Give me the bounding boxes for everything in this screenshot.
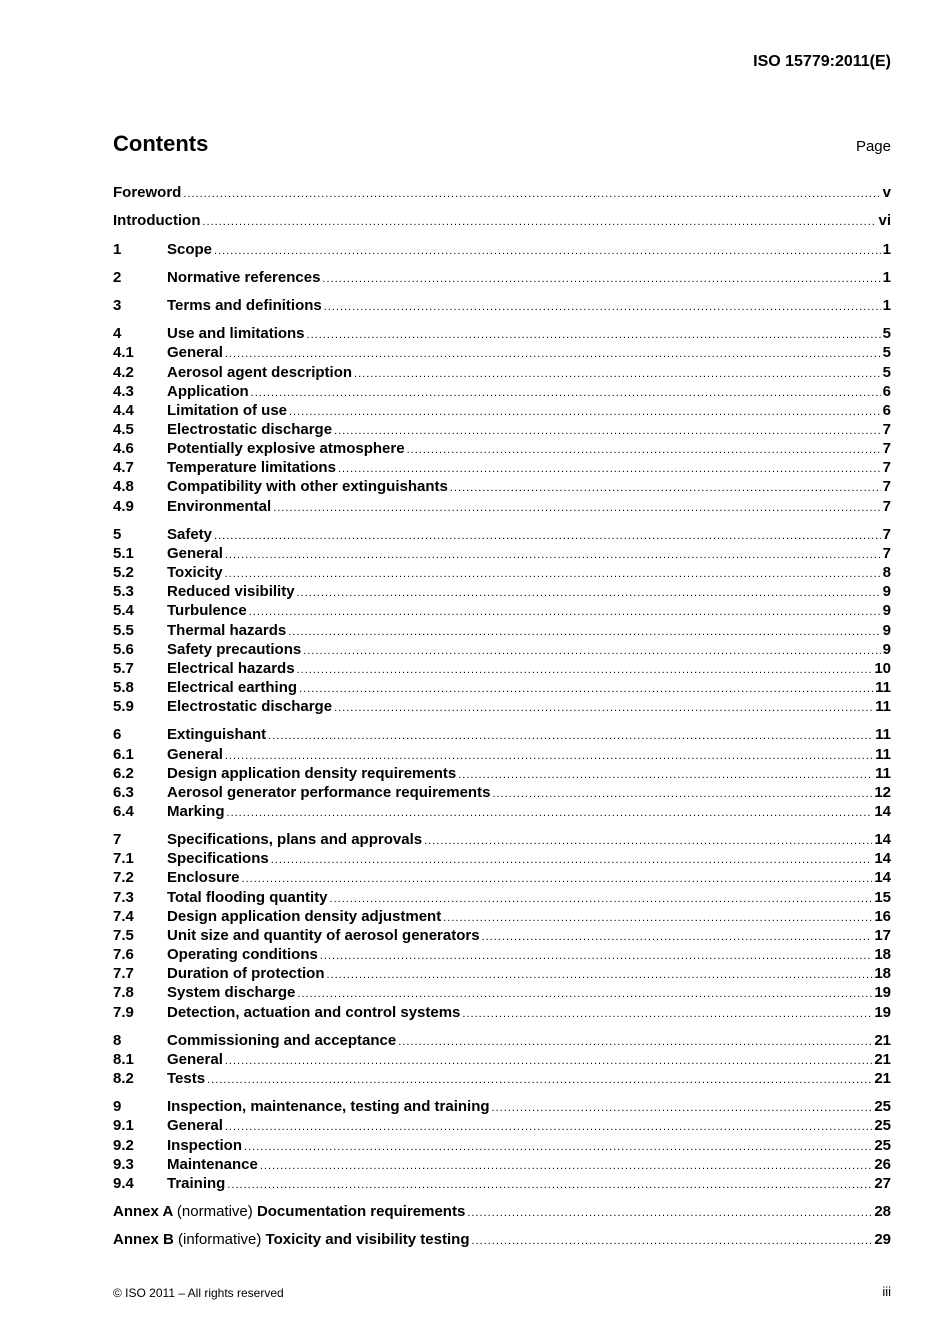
- toc-entry-title: Environmental: [167, 498, 272, 515]
- toc-entry-title: Extinguishant: [167, 726, 267, 743]
- toc-entry-page: 5: [882, 364, 891, 381]
- toc-entry-title: Electrical hazards: [167, 660, 295, 677]
- toc-entry-page: 8: [882, 564, 891, 581]
- toc-leader-dots: [288, 626, 880, 638]
- toc-entry-title: Duration of protection: [167, 965, 325, 982]
- toc-entry-page: 6: [882, 402, 891, 419]
- toc-entry-number: 4.2: [113, 364, 134, 381]
- toc-entry-title: Operating conditions: [167, 946, 318, 963]
- toc-entry-page: 14: [874, 831, 891, 848]
- toc-entry-foreword[interactable]: [113, 184, 891, 203]
- toc-entry-title: Detection, actuation and control systems: [167, 1004, 461, 1021]
- toc-entry-number: 6: [113, 726, 122, 743]
- toc-entry-title: Normative references: [167, 269, 321, 286]
- toc-entry-7-5[interactable]: [113, 927, 891, 946]
- toc-entry-number: 1: [113, 241, 122, 258]
- toc-entry-title: Introduction: [113, 212, 201, 229]
- toc-leader-dots: [467, 1207, 872, 1219]
- toc-leader-dots: [225, 1055, 872, 1067]
- toc-entry-title: Electrical earthing: [167, 679, 298, 696]
- annex-qualifier: (informative): [178, 1231, 262, 1248]
- toc-entry-page: 14: [874, 803, 891, 820]
- toc-entry-title: [113, 1231, 469, 1248]
- toc-entry-page: 16: [874, 908, 891, 925]
- toc-entry-title: Potentially explosive atmosphere: [167, 440, 405, 457]
- toc-entry-5-2[interactable]: [113, 564, 891, 583]
- toc-entry-number: 4.3: [113, 383, 134, 400]
- toc-entry-page: 21: [874, 1032, 891, 1049]
- toc-leader-dots: [299, 683, 873, 695]
- toc-entry-8-2[interactable]: [113, 1070, 891, 1089]
- toc-entry-title: Compatibility with other extinguishants: [167, 478, 448, 495]
- toc-leader-dots: [227, 1179, 872, 1191]
- toc-entry-title: Specifications: [167, 850, 269, 867]
- toc-entry-title: Terms and definitions: [167, 297, 322, 314]
- toc-entry-number: 5.7: [113, 660, 134, 677]
- toc-leader-dots: [458, 769, 873, 781]
- toc-entry-number: 4.4: [113, 402, 134, 419]
- toc-entry-page: 18: [874, 965, 891, 982]
- toc-entry-7-7[interactable]: [113, 965, 891, 984]
- toc-entry-number: 6.4: [113, 803, 134, 820]
- toc-entry-8[interactable]: [113, 1032, 891, 1051]
- toc-entry-number: 4.7: [113, 459, 134, 476]
- toc-entry-page: 11: [875, 746, 891, 763]
- toc-entry-number: 8.1: [113, 1051, 134, 1068]
- toc-entry-title: Safety: [167, 526, 213, 543]
- toc-entry-7-8[interactable]: [113, 984, 891, 1003]
- toc-entry-5-7[interactable]: [113, 660, 891, 679]
- toc-entry-page: 7: [882, 545, 891, 562]
- toc-entry-page: 29: [874, 1231, 891, 1248]
- toc-entry-page: 5: [882, 325, 891, 342]
- toc-entry-page: 21: [874, 1070, 891, 1087]
- toc-entry-number: 2: [113, 269, 122, 286]
- toc-leader-dots: [297, 664, 873, 676]
- toc-entry-title: Design application density requirements: [167, 765, 457, 782]
- toc-entry-6[interactable]: [113, 726, 891, 745]
- toc-leader-dots: [227, 807, 873, 819]
- toc-entry-title: Safety precautions: [167, 641, 302, 658]
- annex-subtitle: Toxicity and visibility testing: [265, 1231, 470, 1248]
- toc-entry-title: General: [167, 1117, 223, 1134]
- toc-entry-title: Foreword: [113, 184, 182, 201]
- toc-leader-dots: [214, 530, 881, 542]
- toc-leader-dots: [297, 988, 872, 1000]
- toc-entry-page: 9: [882, 583, 891, 600]
- toc-entry-page: v: [882, 184, 891, 201]
- toc-entry-page: 7: [882, 498, 891, 515]
- toc-entry-page: 21: [874, 1051, 891, 1068]
- toc-entry-page: 11: [875, 765, 891, 782]
- toc-entry-4[interactable]: [113, 325, 891, 344]
- toc-leader-dots: [334, 702, 873, 714]
- toc-leader-dots: [289, 406, 881, 418]
- toc-entry-title: Design application density adjustment: [167, 908, 442, 925]
- toc-entry-title: Electrostatic discharge: [167, 421, 333, 438]
- toc-entry-page: 25: [874, 1098, 891, 1115]
- toc-entry-7-2[interactable]: [113, 869, 891, 888]
- toc-entry-number: 8.2: [113, 1070, 134, 1087]
- toc-entry-title: Training: [167, 1175, 226, 1192]
- toc-entry-page: 19: [874, 984, 891, 1001]
- toc-leader-dots: [482, 931, 873, 943]
- toc-leader-dots: [320, 950, 872, 962]
- toc-entry-number: 7.7: [113, 965, 134, 982]
- toc-leader-dots: [273, 502, 880, 514]
- toc-leader-dots: [225, 348, 881, 360]
- toc-leader-dots: [225, 1121, 872, 1133]
- toc-entry-number: 6.1: [113, 746, 134, 763]
- toc-entry-7-3[interactable]: [113, 889, 891, 908]
- toc-entry-title: General: [167, 1051, 223, 1068]
- toc-entry-page: 25: [874, 1117, 891, 1134]
- toc-entry-title: Maintenance: [167, 1156, 258, 1173]
- toc-entry-title: Enclosure: [167, 869, 240, 886]
- annex-qualifier: (normative): [176, 1203, 253, 1220]
- toc-entry-page: 14: [874, 869, 891, 886]
- toc-leader-dots: [225, 750, 873, 762]
- toc-entry-page: 9: [882, 641, 891, 658]
- toc-entry-number: 7.1: [113, 850, 134, 867]
- annex-subtitle: Documentation requirements: [256, 1203, 466, 1220]
- toc-entry-number: 9.2: [113, 1137, 134, 1154]
- toc-entry-5-4[interactable]: [113, 602, 891, 621]
- toc-entry-page: 6: [882, 383, 891, 400]
- toc-entry-title: [113, 1203, 465, 1220]
- toc-entry-number: 5.3: [113, 583, 134, 600]
- toc-entry-5-5[interactable]: [113, 622, 891, 641]
- toc-leader-dots: [424, 835, 872, 847]
- toc-leader-dots: [297, 587, 881, 599]
- toc-entry-page: 1: [882, 297, 891, 314]
- toc-entry-4-1[interactable]: [113, 344, 891, 363]
- toc-leader-dots: [324, 301, 881, 313]
- toc-entry-title: General: [167, 545, 223, 562]
- toc-entry-number: 9.4: [113, 1175, 134, 1192]
- toc-entry-5-8[interactable]: [113, 679, 891, 698]
- toc-entry-4-3[interactable]: [113, 383, 891, 402]
- toc-entry-4-9[interactable]: [113, 498, 891, 517]
- toc-entry-title: Total flooding quantity: [167, 889, 328, 906]
- toc-leader-dots: [307, 329, 881, 341]
- toc-entry-4-4[interactable]: [113, 402, 891, 421]
- toc-entry-5-3[interactable]: [113, 583, 891, 602]
- toc-entry-number: 7.4: [113, 908, 134, 925]
- toc-entry-number: 7.5: [113, 927, 134, 944]
- toc-leader-dots: [202, 216, 876, 228]
- toc-leader-dots: [398, 1036, 872, 1048]
- toc-entry-title: Thermal hazards: [167, 622, 287, 639]
- toc-entry-4-2[interactable]: [113, 364, 891, 383]
- toc-leader-dots: [407, 444, 881, 456]
- toc-leader-dots: [471, 1235, 872, 1247]
- toc-entry-page: 1: [882, 241, 891, 258]
- toc-entry-number: 5: [113, 526, 122, 543]
- toc-leader-dots: [322, 273, 880, 285]
- toc-entry-page: 19: [874, 1004, 891, 1021]
- toc-entry-4-7[interactable]: [113, 459, 891, 478]
- toc-entry-page: 5: [882, 344, 891, 361]
- toc-entry-page: 7: [882, 421, 891, 438]
- toc-entry-number: 7.2: [113, 869, 134, 886]
- toc-entry-page: 28: [874, 1203, 891, 1220]
- toc-entry-6-2[interactable]: [113, 765, 891, 784]
- toc-entry-3[interactable]: [113, 297, 891, 316]
- document-id: ISO 15779:2011(E): [753, 53, 891, 70]
- toc-entry-title: Application: [167, 383, 249, 400]
- toc-entry-number: 5.6: [113, 641, 134, 658]
- toc-entry-5-1[interactable]: [113, 545, 891, 564]
- toc-entry-4-6[interactable]: [113, 440, 891, 459]
- toc-entry-number: 9: [113, 1098, 122, 1115]
- toc-entry-number: 4.8: [113, 478, 134, 495]
- toc-leader-dots: [327, 969, 873, 981]
- toc-entry-introduction[interactable]: [113, 212, 891, 231]
- toc-leader-dots: [214, 245, 881, 257]
- toc-entry-title: Toxicity: [167, 564, 223, 581]
- toc-entry-6-1[interactable]: [113, 746, 891, 765]
- toc-entry-page: 25: [874, 1137, 891, 1154]
- toc-entry-annex-a[interactable]: [113, 1203, 891, 1222]
- footer-page-number: iii: [882, 1284, 891, 1299]
- toc-leader-dots: [330, 893, 873, 905]
- toc-entry-number: 5.8: [113, 679, 134, 696]
- toc-entry-title: Inspection, maintenance, testing and training: [167, 1098, 490, 1115]
- toc-entry-title: Turbulence: [167, 602, 247, 619]
- toc-entry-page: 27: [874, 1175, 891, 1192]
- toc-leader-dots: [492, 1102, 873, 1114]
- toc-entry-1[interactable]: [113, 241, 891, 260]
- toc-entry-page: 11: [875, 726, 891, 743]
- toc-entry-4-8[interactable]: [113, 478, 891, 497]
- toc-entry-annex-b[interactable]: [113, 1231, 891, 1250]
- toc-entry-title: Electrostatic discharge: [167, 698, 333, 715]
- toc-leader-dots: [225, 568, 881, 580]
- toc-entry-5[interactable]: [113, 526, 891, 545]
- toc-leader-dots: [225, 549, 881, 561]
- toc-entry-number: 8: [113, 1032, 122, 1049]
- toc-entry-page: 1: [882, 269, 891, 286]
- toc-entry-number: 5.2: [113, 564, 134, 581]
- toc-entry-title: Temperature limitations: [167, 459, 336, 476]
- toc-leader-dots: [183, 188, 880, 200]
- toc-entry-9-2[interactable]: [113, 1137, 891, 1156]
- toc-entry-number: 7.6: [113, 946, 134, 963]
- toc-entry-7-9[interactable]: [113, 1004, 891, 1023]
- toc-entry-page: 11: [875, 698, 891, 715]
- toc-entry-title: General: [167, 344, 223, 361]
- toc-entry-page: 18: [874, 946, 891, 963]
- toc-entry-4-5[interactable]: [113, 421, 891, 440]
- toc-entry-page: 26: [874, 1156, 891, 1173]
- toc-leader-dots: [249, 606, 881, 618]
- toc-leader-dots: [462, 1008, 872, 1020]
- toc-leader-dots: [354, 368, 881, 380]
- toc-entry-2[interactable]: [113, 269, 891, 288]
- toc-entry-page: 7: [882, 459, 891, 476]
- toc-entry-page: 17: [874, 927, 891, 944]
- contents-heading: Contents: [113, 131, 209, 156]
- toc-entry-page: 10: [874, 660, 891, 677]
- toc-entry-title: Aerosol generator performance requirements: [167, 784, 491, 801]
- toc-entry-7-6[interactable]: [113, 946, 891, 965]
- toc-leader-dots: [244, 1141, 872, 1153]
- toc-entry-6-3[interactable]: [113, 784, 891, 803]
- footer-copyright: © ISO 2011 – All rights reserved: [113, 1286, 284, 1300]
- toc-entry-title: Reduced visibility: [167, 583, 295, 600]
- toc-entry-page: 9: [882, 622, 891, 639]
- toc-leader-dots: [207, 1074, 872, 1086]
- toc-entry-page: 9: [882, 602, 891, 619]
- toc-entry-number: 4.1: [113, 344, 134, 361]
- toc-entry-title: Marking: [167, 803, 225, 820]
- toc-entry-page: 7: [882, 440, 891, 457]
- toc-entry-number: 9.3: [113, 1156, 134, 1173]
- toc-entry-number: 4.5: [113, 421, 134, 438]
- toc-entry-title: Unit size and quantity of aerosol generators: [167, 927, 480, 944]
- toc-entry-page: vi: [878, 212, 891, 229]
- toc-leader-dots: [268, 730, 873, 742]
- toc-entry-number: 5.4: [113, 602, 134, 619]
- page-column-label: Page: [855, 138, 891, 155]
- toc-entry-number: 7.9: [113, 1004, 134, 1021]
- toc-entry-6-4[interactable]: [113, 803, 891, 822]
- toc-entry-9-4[interactable]: [113, 1175, 891, 1194]
- toc-entry-title: Use and limitations: [167, 325, 305, 342]
- toc-entry-number: 5.9: [113, 698, 134, 715]
- toc-entry-page: 15: [874, 889, 891, 906]
- toc-entry-5-9[interactable]: [113, 698, 891, 717]
- toc-entry-title: Inspection: [167, 1137, 243, 1154]
- toc-entry-9[interactable]: [113, 1098, 891, 1117]
- annex-label: Annex B: [113, 1231, 174, 1248]
- toc-leader-dots: [334, 425, 881, 437]
- toc-leader-dots: [443, 912, 872, 924]
- toc-leader-dots: [251, 387, 881, 399]
- toc-entry-page: 14: [874, 850, 891, 867]
- toc-entry-7[interactable]: [113, 831, 891, 850]
- toc-leader-dots: [260, 1160, 872, 1172]
- toc-entry-number: 4: [113, 325, 122, 342]
- toc-entry-page: 12: [874, 784, 891, 801]
- toc-entry-number: 7: [113, 831, 122, 848]
- toc-entry-title: Scope: [167, 241, 213, 258]
- toc-entry-page: 11: [875, 679, 891, 696]
- toc-entry-title: General: [167, 746, 223, 763]
- toc-entry-title: Commissioning and acceptance: [167, 1032, 397, 1049]
- toc-entry-number: 4.6: [113, 440, 134, 457]
- toc-leader-dots: [492, 788, 872, 800]
- toc-entry-number: 6.2: [113, 765, 134, 782]
- toc-entry-number: 5.1: [113, 545, 134, 562]
- toc-entry-number: 7.8: [113, 984, 134, 1001]
- toc-leader-dots: [303, 645, 880, 657]
- toc-entry-number: 5.5: [113, 622, 134, 639]
- toc-entry-9-3[interactable]: [113, 1156, 891, 1175]
- toc-entry-title: Tests: [167, 1070, 206, 1087]
- toc-entry-7-1[interactable]: [113, 850, 891, 869]
- toc-entry-number: 7.3: [113, 889, 134, 906]
- toc-entry-8-1[interactable]: [113, 1051, 891, 1070]
- annex-label: Annex A: [113, 1203, 173, 1220]
- toc-leader-dots: [242, 873, 873, 885]
- toc-leader-dots: [271, 854, 873, 866]
- toc-entry-title: Specifications, plans and approvals: [167, 831, 423, 848]
- toc-entry-number: 3: [113, 297, 122, 314]
- toc-entry-number: 6.3: [113, 784, 134, 801]
- toc-leader-dots: [338, 463, 881, 475]
- toc-entry-9-1[interactable]: [113, 1117, 891, 1136]
- toc-leader-dots: [450, 482, 881, 494]
- toc-entry-5-6[interactable]: [113, 641, 891, 660]
- toc-entry-title: Limitation of use: [167, 402, 287, 419]
- toc-entry-title: System discharge: [167, 984, 296, 1001]
- toc-entry-page: 7: [882, 478, 891, 495]
- toc-entry-number: 4.9: [113, 498, 134, 515]
- toc-entry-7-4[interactable]: [113, 908, 891, 927]
- toc-entry-page: 7: [882, 526, 891, 543]
- toc-entry-number: 9.1: [113, 1117, 134, 1134]
- toc-entry-title: Aerosol agent description: [167, 364, 353, 381]
